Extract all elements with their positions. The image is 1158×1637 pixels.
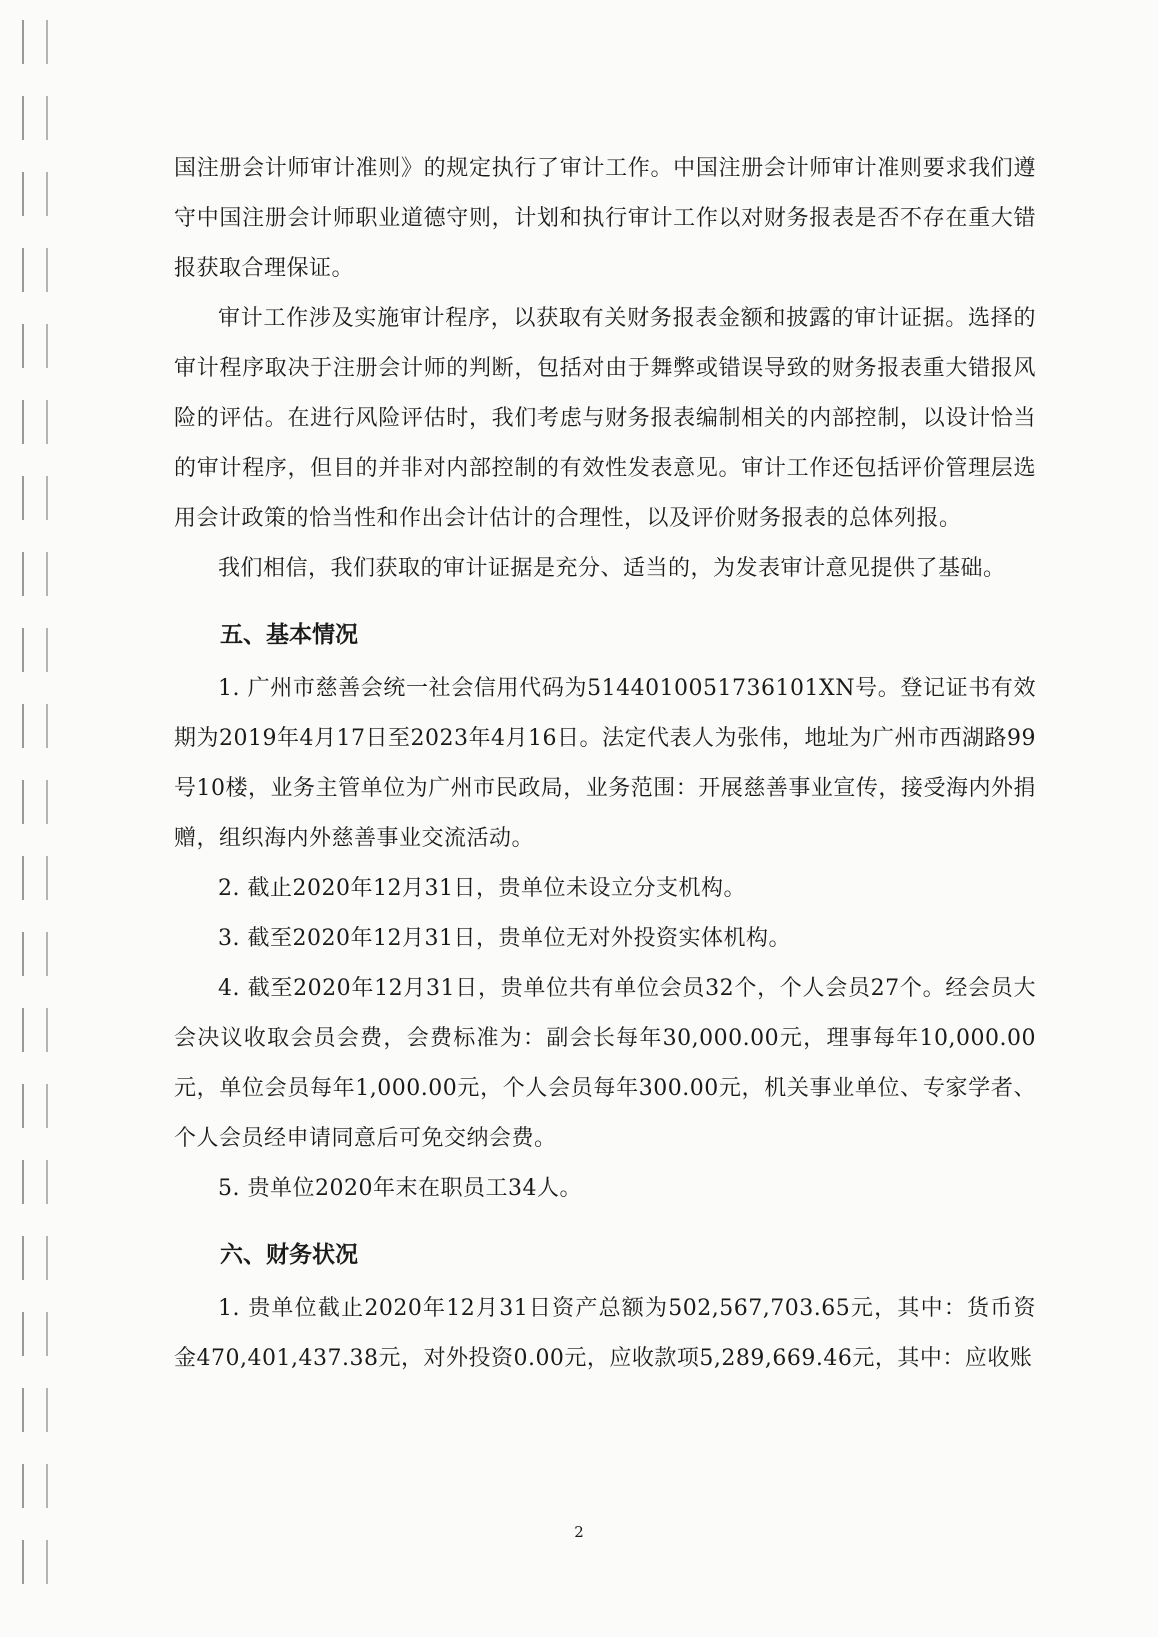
- binding-hole: [22, 476, 48, 520]
- basic-info-item-3: 3. 截至2020年12月31日，贵单位无对外投资实体机构。: [218, 926, 791, 951]
- section-heading-basic-info: 五、基本情况: [220, 622, 358, 648]
- binding-hole: [22, 172, 48, 216]
- paragraph-audit-evidence: 我们相信，我们获取的审计证据是充分、适当的，为发表审计意见提供了基础。: [218, 556, 1006, 581]
- binding-hole: [22, 1312, 48, 1356]
- basic-info-item-1: 1. 广州市慈善会统一社会信用代码为5144010051736101XN号。登记证书有效期为2019年4月17日至2023年4月16日。法定代表人为张伟，地址为广州市西湖路99号10楼，业务主管单位为广州市民政局，业务范围：开展慈善事业宣传，接受海内外捐赠，组织海内外慈善事业交流活动。: [174, 676, 1036, 851]
- section-heading-financial-status: 六、财务状况: [220, 1242, 358, 1268]
- binding-hole: [22, 20, 48, 64]
- binding-hole: [22, 96, 48, 140]
- financial-item-1: 1. 贵单位截止2020年12月31日资产总额为502,567,703.65元，其中：货币资金470,401,437.38元，对外投资0.00元，应收款项5,289,669.46元，其中：应收账: [174, 1296, 1036, 1371]
- binding-hole: [22, 628, 48, 672]
- binding-hole: [22, 248, 48, 292]
- binding-hole: [22, 552, 48, 596]
- binding-hole: [22, 780, 48, 824]
- document-body: [174, 144, 1036, 1384]
- basic-info-item-4: 4. 截至2020年12月31日，贵单位共有单位会员32个，个人会员27个。经会员大会决议收取会员会费，会费标准为：副会长每年30,000.00元，理事每年10,000.00元，单位会员每年1,000.00元，个人会员每年300.00元，机关事业单位、专家学者、个人会员经申请同意后可免交纳会费。: [174, 976, 1036, 1151]
- basic-info-item-2: 2. 截止2020年12月31日，贵单位未设立分支机构。: [218, 876, 746, 901]
- page-number: 2: [574, 1523, 584, 1541]
- paragraph-audit-standards: 国注册会计师审计准则》的规定执行了审计工作。中国注册会计师审计准则要求我们遵守中国注册会计师职业道德守则，计划和执行审计工作以对财务报表是否不存在重大错报获取合理保证。: [174, 156, 1036, 281]
- binding-hole: [22, 1160, 48, 1204]
- binding-hole: [22, 1084, 48, 1128]
- binding-hole: [22, 400, 48, 444]
- binding-hole: [22, 1464, 48, 1508]
- binding-hole: [22, 856, 48, 900]
- binding-hole: [22, 1008, 48, 1052]
- paragraph-audit-procedures: 审计工作涉及实施审计程序，以获取有关财务报表金额和披露的审计证据。选择的审计程序取决于注册会计师的判断，包括对由于舞弊或错误导致的财务报表重大错报风险的评估。在进行风险评估时，我们考虑与财务报表编制相关的内部控制，以设计恰当的审计程序，但目的并非对内部控制的有效性发表意见。审计工作还包括评价管理层选用会计政策的恰当性和作出会计估计的合理性，以及评价财务报表的总体列报。: [174, 306, 1036, 531]
- binding-hole: [22, 932, 48, 976]
- binding-hole: [22, 1236, 48, 1280]
- basic-info-item-5: 5. 贵单位2020年末在职员工34人。: [218, 1176, 582, 1201]
- binding-hole: [22, 324, 48, 368]
- binding-holes: [22, 0, 52, 1637]
- binding-hole: [22, 1388, 48, 1432]
- binding-hole: [22, 1540, 48, 1584]
- binding-hole: [22, 704, 48, 748]
